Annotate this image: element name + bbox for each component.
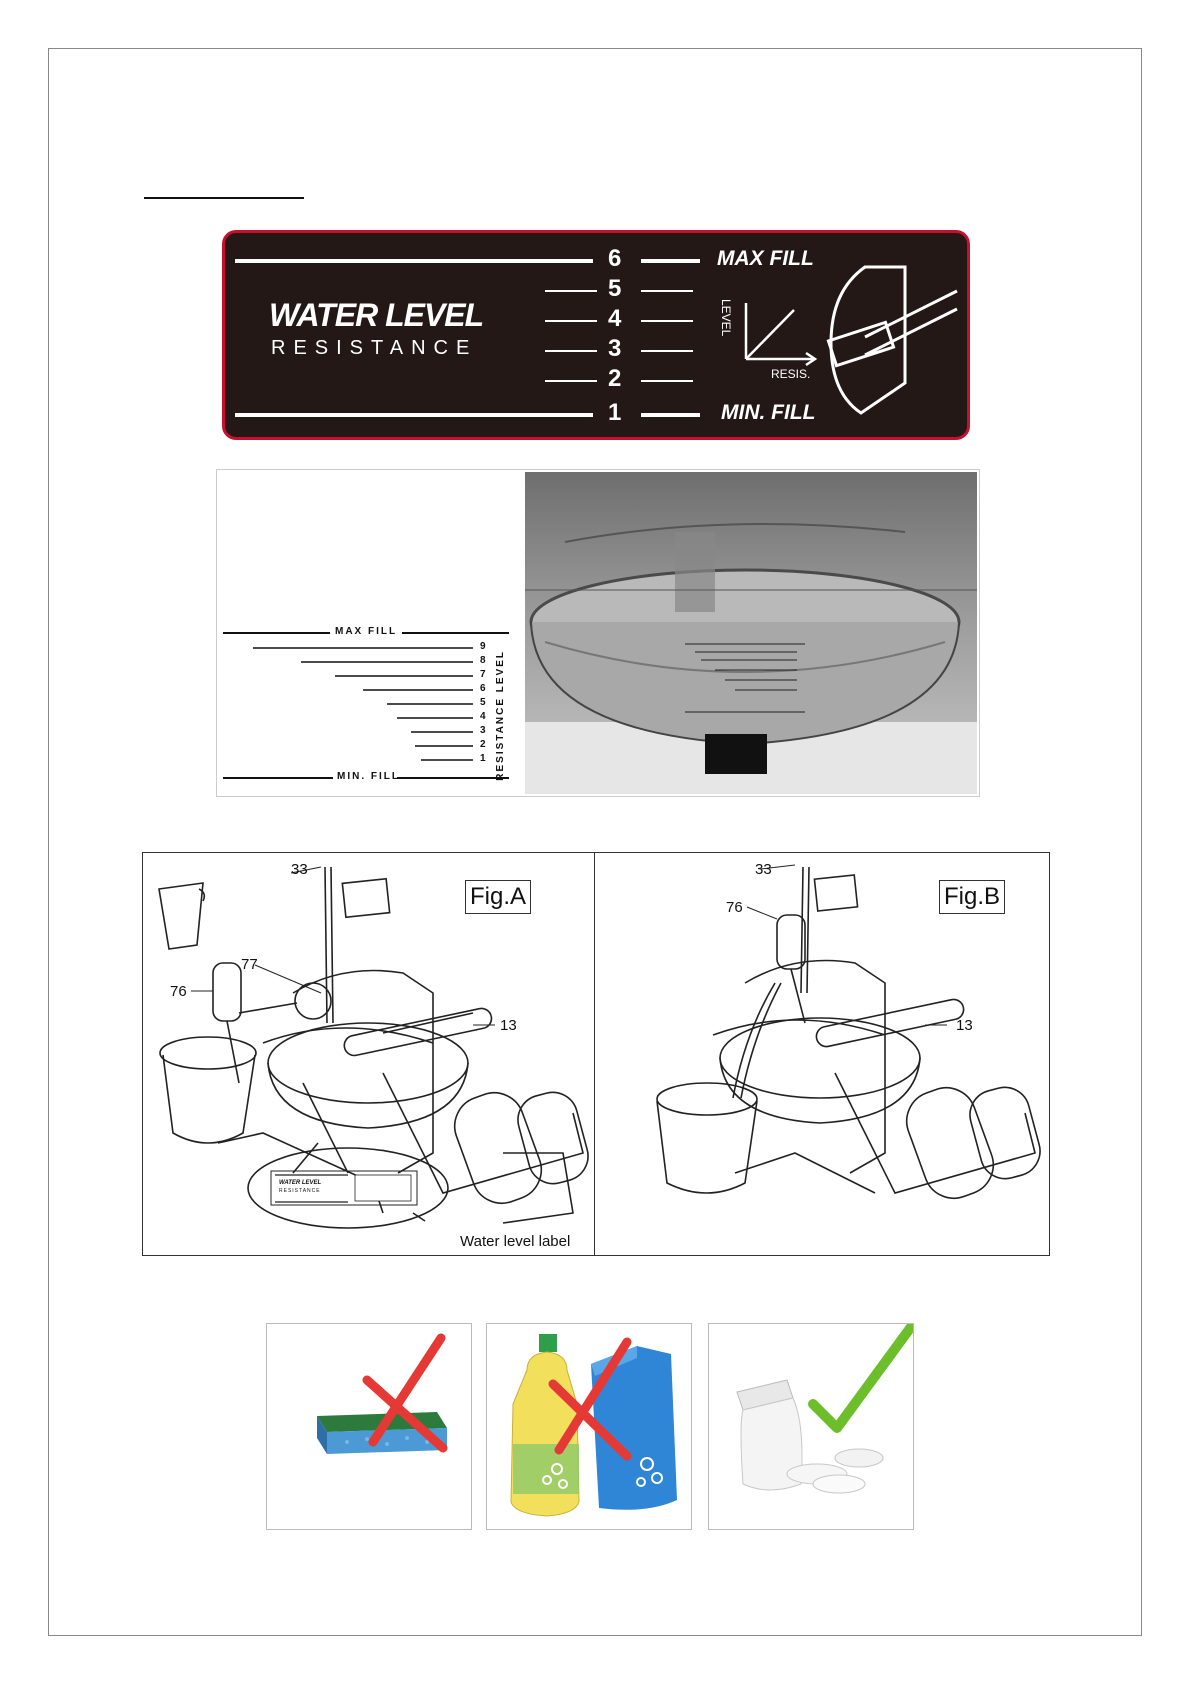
label-level-2: 2: [608, 365, 622, 392]
fig-b-callout-33: 33: [755, 861, 772, 878]
label-max-fill: MAX FILL: [717, 247, 814, 270]
fig-a-mini-label-sub: RESISTANCE: [279, 1188, 321, 1194]
fig-b-callout-76: 76: [726, 899, 743, 916]
fig-a-callout-13: 13: [500, 1017, 517, 1034]
tablet-icon: [709, 1324, 913, 1529]
tank-level-2: 2: [480, 739, 486, 750]
detergent-not-allowed-card: [486, 1323, 692, 1530]
water-level-label: [222, 230, 970, 440]
tank-axis-label: RESISTANCE LEVEL: [495, 650, 506, 781]
tablet-allowed-card: [708, 1323, 914, 1530]
detergent-icon: [487, 1324, 691, 1529]
fig-a-callout-76: 76: [170, 983, 187, 1000]
fig-a-callout-33: 33: [291, 861, 308, 878]
label-level-3: 3: [608, 335, 622, 362]
tank-min-fill: MIN. FILL: [337, 771, 400, 782]
label-subtitle: RESISTANCE: [271, 337, 478, 359]
fig-a-water-level-label-caption: Water level label: [460, 1233, 571, 1250]
water-tank-photo: [525, 472, 977, 794]
fig-b-tag: Fig.B: [939, 880, 1005, 914]
sponge-icon: [267, 1324, 471, 1529]
tank-scale-panel: [216, 469, 980, 797]
label-axis-resis: RESIS.: [771, 367, 811, 381]
fig-b-callout-13: 13: [956, 1017, 973, 1034]
tank-level-9: 9: [480, 641, 486, 652]
tank-level-6: 6: [480, 683, 486, 694]
figure-a: [143, 853, 595, 1255]
assembly-figures: [142, 852, 1050, 1256]
label-axis-level: LEVEL: [719, 299, 733, 337]
tank-level-4: 4: [480, 711, 486, 722]
label-level-6: 6: [608, 245, 622, 272]
label-level-1: 1: [608, 399, 622, 426]
check-icon: [813, 1324, 913, 1428]
fig-a-callout-77: 77: [241, 956, 258, 973]
tank-level-7: 7: [480, 669, 486, 680]
label-title: WATER LEVEL: [269, 297, 484, 333]
tank-level-1: 1: [480, 753, 486, 764]
tank-max-fill: MAX FILL: [335, 626, 398, 637]
label-min-fill: MIN. FILL: [721, 401, 816, 424]
fig-a-tag: Fig.A: [465, 880, 531, 914]
label-level-4: 4: [608, 305, 622, 332]
tank-level-3: 3: [480, 725, 486, 736]
tank-level-5: 5: [480, 697, 486, 708]
heading-underline: [144, 197, 304, 199]
sponge-not-allowed-card: [266, 1323, 472, 1530]
fig-a-mini-label-title: WATER LEVEL: [279, 1180, 322, 1186]
tank-level-8: 8: [480, 655, 486, 666]
figure-b: [595, 853, 1049, 1255]
label-level-5: 5: [608, 275, 622, 302]
